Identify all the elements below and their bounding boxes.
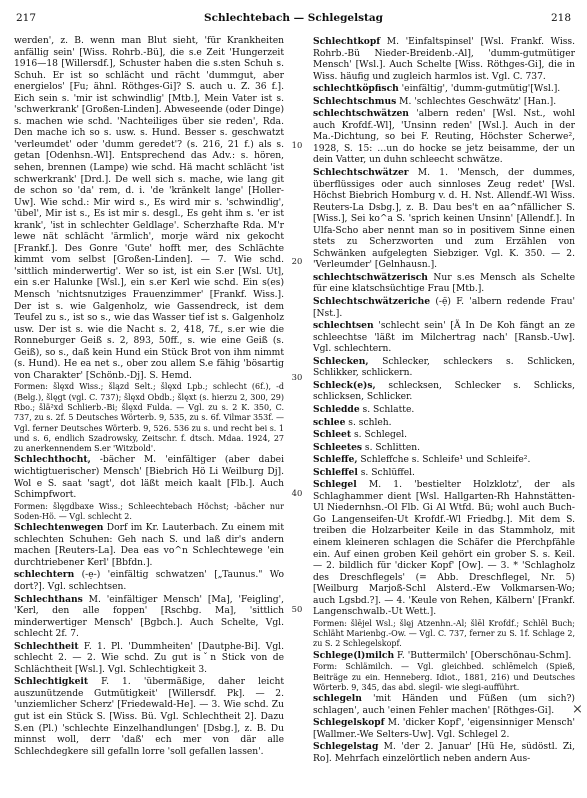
entry-definition: s. Schlitten. bbox=[362, 442, 421, 453]
dictionary-entry bbox=[14, 454, 284, 501]
entry-definition: F. 'Buttermilch' [Oberschönau-Schm]. bbox=[394, 650, 572, 661]
headword: Schleffel bbox=[313, 466, 358, 478]
headword: Schleffe, bbox=[313, 454, 358, 466]
entry-definition: M. 'einfältiger Mensch' [Ma], 'Feigling', 'Kerl, den alle foppen' [Rschbg. Ma], 'sittlich minderwertiger Mensch' [Bgbch.]. Auch Schelte, Vgl. schlecht 2f. 7. bbox=[14, 594, 284, 640]
dictionary-entry bbox=[313, 404, 575, 417]
headword: Schledde bbox=[313, 403, 360, 415]
headword: schlegeln bbox=[313, 693, 362, 705]
headword: schlechtschwätzerisch bbox=[313, 271, 428, 283]
headword: Schlechtkopf bbox=[313, 36, 381, 47]
dictionary-entry bbox=[313, 108, 575, 167]
headword: Schlechtschwätzeriche bbox=[313, 296, 431, 308]
entry-definition: 'albern reden' [Wsl. Nst., wohl auch Krofdf.-Wl], 'Unsinn reden' [Wsl.]. Auch in der Ma.-Dichtung, so bei F. Reuting, Höchster Scherwe², 1928, S. 15: …un do hocke se jetz beisamme, der un dein Vatter, un duhn schleecht schwätze. bbox=[313, 109, 575, 166]
entry-definition: M. 'Einfaltspinsel' [Wsl. Frankf. Wiss. Rohrb.-Bü Nieder-Breidenb.-Al], 'dumm-gutmütiger Mensch' [Wsl.]. Auch Schelte [Wiss. Röthges-Gi], die in Wiss. häufig und zugleich harmlos ist. Vgl. C. 737. bbox=[313, 37, 575, 82]
dictionary-entry bbox=[313, 96, 575, 109]
dictionary-entry bbox=[14, 676, 284, 758]
headword: Schlechtheit bbox=[14, 640, 79, 652]
entry-definition: M. 1. 'Mensch, der dummes, überflüssiges oder auch sinnloses Zeug redet' [Wsl. Höchst Biebrich Homburg v. d. H. Nst. Allendf.-Wl Wiss. Reuters-La Dsbg.], z. B. Dau bes't en aa^nfällicher S. [Wiss.], Sei ko^a S. 'sprich keinen Unsinn' [Allendf.]. In Ulfa-Scho aber nennt man so in positivem Sinne einen stets zu Scherzworten und zum Erzählen von Schwänken aufgelegten Siebziger. Vgl. K. 350. — 2. 'Verleumder' [Gelnhausn.]. bbox=[313, 168, 575, 271]
headword: Schleck(e)s, bbox=[313, 379, 376, 391]
entry-definition: schlecksen, Schlecker s. Schlicks, schlicksen, Schlicker. bbox=[313, 380, 575, 403]
headword: schlechtschwätzen bbox=[313, 108, 409, 120]
headword: schlee bbox=[313, 416, 346, 428]
dictionary-entry bbox=[14, 522, 284, 569]
entry-definition: F. 1. 'übermäßige, daher leicht auszunützende Gutmütigkeit' [Willersdf. Pk]. — 2. 'unziemlicher Scherz' [Friedewald-He]. — 3. Wie schd. Zu gut ist ein Stück S. [Wiss. Bü. Vgl. Schlechtheit 2]. Dazu S.en (Pl.) 'schlechte Einzelhandlungen' [Dsbg.], z. B. Du minnst woll, derr 'daß' ech mer von där alle Schlechdegkere sill gefalln lorre 'soll gefallen lassen'. bbox=[14, 677, 284, 757]
dictionary-entry bbox=[313, 717, 575, 741]
entry-definition: M. 1. 'bestielter Holzklotz', der als Schlaghammer dient [Wsl. Hallgarten-Rh Hahnstätten-Ul Niedernhsn.-Ol Flb. Gi Al Wtfd. Bü; wohl auch Buch-Go Langenseifen-Ut Krofdf.-Wl Friedbg.]. Mit dem S. treiben die Holzarbeiter Keile in das Stammholz, mit einem kleineren schlagen die Schäfer die Pferchpfähle ein. Auf einen groben Keil gehört ein grober S. s. Keil. — 2. bildlich für 'dicker Kopf' [Ow]. — 3. * 'Schlagholz des Dreschflegels' (= Abb. Dreschflegel, Nr. 5) [Weilburg Marjoß-Schl Alsterd.-Ew Volkmarsen-Wo; auch Lgsbd.?]. — 4. 'Keule von Rehen, Kälbern' [Frankf. Langenschwalb.-Ut Wett.]. bbox=[313, 480, 575, 618]
forms-note: Formen: šlęgdbaxe Wiss.; Schleechtebach Höchst; -bächer nur Soden-Hö. — Vgl. schlecht 2. bbox=[14, 501, 284, 521]
dictionary-entry bbox=[313, 380, 575, 404]
entry-definition: s. schleh. bbox=[345, 417, 392, 428]
entry-definition: Dorf im Kr. Lauterbach. Zu einem mit schlechten Schuhen: Geh nach S. und laß dir's andern machen [Reuters-La]. Dea eas vo^n Schlechtewege 'ein durchtriebener Kerl' [Bbfdn.]. bbox=[14, 523, 284, 568]
entry-definition: -bächer M. 'einfältiger (aber dabei wichtigtuerischer) Mensch' [Biebrich Hö Li Weilburg Dj]. Wol e S. saat 'sagt', dot läßt meich kaalt [Flb.]. Auch Schimpfwort. bbox=[14, 455, 284, 501]
entry-definition: Schlecker, schleckers s. Schlicken, Schlikker, schlickern. bbox=[313, 356, 575, 379]
entry-definition: M. 'dicker Kopf', 'eigensinniger Mensch' [Wallmer.-We Selters-Uw]. Vgl. Schlegel 2. bbox=[313, 718, 575, 740]
headword: Schlechtschmus bbox=[313, 95, 397, 107]
dictionary-entry bbox=[14, 594, 284, 641]
page-header bbox=[14, 12, 573, 28]
forms-note: Formen: šlęxd Wiss.; šlązd Selt.; šlęxd Lpb.; schlecht (6f.), -d (Belg.), šlęgt (vgl. C. 737); šlęxd Obdb.; šlęxt (s. hierzu 2, 300, 29) Rbo.; šlä²xd Schlierb.-Bi; šlęxd Fulda. — Vgl. zu s. 2 K. 350, C. 737, zu s. 2f. 5 Deutsches Wörterb. 9, 535, zu s. 6f. Vilmar 353f. — Vgl. ferner Deutsches Wörterb. 9, 526. 536 zu s. und recht bei s. 1 und s. 6, endlich Szadrowsky, Zeitschr. f. dtsch. Mdaa. 1924, 27 zu anerkennendem S.er 'Witzbold'. bbox=[14, 382, 284, 454]
entry-definition: 'mit Händen und Füßen (um sich?) schlagen', auch 'einen Fehler machen' [Röthges-Gi]. bbox=[313, 694, 575, 716]
dictionary-entry bbox=[313, 417, 575, 430]
headword: Schlechtigkeit bbox=[14, 676, 89, 688]
line-number: 30 bbox=[291, 372, 303, 382]
entry-definition: 'schlecht sein' [Ä In De Koh fängt an ze schleechtse 'läßt im Milchertrag nach' [Ransb.-Uw]. Vgl. schlechtern. bbox=[313, 321, 575, 355]
headword: Schlechtenwegen bbox=[14, 522, 104, 534]
entry-definition: M. 'schlechtes Geschwätz' [Han.]. bbox=[396, 96, 557, 107]
headword: Schlegelstag bbox=[313, 741, 379, 753]
left-column bbox=[14, 36, 284, 758]
headword: Schlegel bbox=[313, 479, 357, 491]
dictionary-entry bbox=[14, 641, 284, 677]
entry-definition: (-ẹ̈) F. 'albern redende Frau' [Nst.]. bbox=[313, 297, 575, 319]
dictionary-entry bbox=[313, 272, 575, 296]
entry-definition: s. Schlatte. bbox=[359, 404, 415, 415]
dictionary-entry bbox=[313, 320, 575, 356]
headword: schlechtsen bbox=[313, 320, 374, 332]
dictionary-entry bbox=[14, 569, 284, 593]
entry-definition: (-ẹ-) 'einfältig schwatzen' [„Taunus." Wo dort?]. Vgl. schlechtsen. bbox=[14, 570, 284, 592]
headword: Schlechthocht, bbox=[14, 454, 91, 466]
headword: Schlegelskopf bbox=[313, 717, 385, 729]
line-number: 50 bbox=[291, 604, 303, 614]
dictionary-entry bbox=[313, 36, 575, 83]
page-number-left: 217 bbox=[16, 12, 37, 24]
dictionary-entry bbox=[313, 741, 575, 765]
headword: Schlecken, bbox=[313, 355, 369, 367]
headword: Schleet bbox=[313, 429, 352, 441]
headword: Schlechthans bbox=[14, 593, 83, 605]
line-number: 40 bbox=[291, 488, 303, 498]
dictionary-entry bbox=[313, 356, 575, 380]
continued-entry: werden', z. B. wenn man Blut sieht, 'für Krankheiten anfällig sein' [Wiss. Rohrb.-Bü], die s.e Zeit 'Hungerzeit 1916—18 [Willersdf.], Schuster haben die s.sten Schuh s. Schuh. Er ist so schlächt und rächt 'dummgut, aber energielos' [Fu; ähnl. Röthges-Gi]? S. auch u. Z. 36 f.]. Eich sein s. 'mir ist schwindlig' [Mtb.], Mein Vater ist s. 'schwerkrank' [Großen-Linden]. Abweseende (oder Dinge) s. machen wie schd. 'Nachteiliges über sie reden', Rda. Den mache ich so s. usw. s. Hund. Besser s. geschwatzt 'verleumdet' oder 'dumm geredet'? (s. 216, 21 f.) als s. getan [Odenhsn.-Wl]. Entsprechend das Adv.: s. hören, sehen, brennen (Lampe) wie schd. Hä macht schlächt 'ist schwerkrank' [Drd.]. De well sich s. mache, wie lang git de schon so 'da' rem, d. i. 'de 'kränkelt lange' [Holler-Uw]. Wie schd.: Mir wird s., Es wird mir s. 'schwindlig', 'übel', Mir ist s., Es ist mir s. desgl., Es geht ihm s. 'er ist krank', 'ist in schlechter Geldlage'. Scherzhafte Rda. M'r lewe nät schlächt 'ärmlich', morje wärd nix gekocht [Frankf.]. Des Gonre 'Gute' hofft mer, des Schlächte kimmt vom selbst [Großen-Linden]. — 7. Wie schd. 'sittlich minderwertig'. Wer so ist, ist ein S.er [Wsl. Ut], ein s.er Halunke [Wsl.], ein s.er Kerl wie schd. Ein s(es) Mensch 'nichtsnutziges Frauenzimmer' [Frankf. Wiss.]. Der ist s. wie Galgenholz, wie Gassendreck, ist dem Teufel zu s., ist so s., wie das Wasser tief ist s. Galgenholz usw. Der ist s. wie die Nacht s. 2, 418, 7f., s.er wie die Ronneburger Geiß s. 2, 893, 50ff., s. wie eine Geiß (s. Geiß), so s., daß kein Hund ein Stück Brot von ihm nimmt (s. Hund). He ea net s., ober zou allem S.e fähig 'bösartig von Charakter' [Schönb.-Dj]. S. Hemd. bbox=[14, 36, 285, 381]
dictionary-entry bbox=[313, 442, 575, 455]
entry-definition: 'einfältig', 'dumm-gutmütig'[Wsl.]. bbox=[398, 84, 561, 95]
dictionary-entry bbox=[313, 479, 575, 619]
headword: Schleetes bbox=[313, 441, 363, 453]
line-number: 20 bbox=[291, 256, 303, 266]
right-column bbox=[313, 36, 575, 765]
headword: Schlege(l)milch bbox=[313, 649, 395, 661]
entry-definition: s. Schlegel. bbox=[351, 430, 408, 441]
forms-note: Form: Schlämilch. — Vgl. gleichbed. schlēmelch (Spieß, Beiträge zu ein. Henneberg. Idiot., 1881, 216) und Deutsches Wörterb. 9, 345, das abd. slegil- wie slegi-aufführt. bbox=[313, 662, 575, 692]
entry-definition: Nur s.es Mensch als Schelte für eine klatschsüchtige Frau [Mtb.]. bbox=[313, 272, 575, 295]
dictionary-entry bbox=[313, 467, 575, 480]
dictionary-entry bbox=[313, 296, 575, 320]
headword: Schlechtschwätzer bbox=[313, 167, 409, 179]
entry-definition: M. 'der 2. Januar' [Hü He, südöstl. Zi, Ro]. Mehrfach einzelörtlich neben andern Aus- bbox=[313, 742, 575, 764]
entry-definition: Schleffche s. Schleife¹ und Schleife². bbox=[357, 455, 531, 466]
forms-note: Formen: šlējel Wsl.; šlęj Atzenhn.-Al; šlēl Krofdf.; Schlēl Buch; Schläht Marienbg.-Ow. — Vgl. C. 737, ferner zu S. 1f. Schlage 2, zu S. 2 Schlegelskopf. bbox=[313, 618, 575, 649]
headword: schlechtern bbox=[14, 569, 75, 581]
dictionary-entry bbox=[313, 429, 575, 442]
dictionary-entry bbox=[313, 693, 575, 717]
dictionary-entry bbox=[313, 83, 575, 96]
entry-definition: F. 1. Pl. 'Dummheiten' [Dautphe-Bi]. Vgl. schlecht 2. — 2. Wie schd. Zu gut isˇn Stick von de Schlächtheit [Wsl.]. Vgl. Schlechtigkeit 3. bbox=[14, 641, 284, 675]
running-title: Schlechtebach — Schlegelstag bbox=[203, 12, 384, 24]
line-number: 10 bbox=[291, 140, 303, 150]
headword: schlechtköpfisch bbox=[313, 83, 399, 95]
margin-mark: × bbox=[572, 702, 583, 717]
dictionary-entry bbox=[313, 650, 575, 663]
dictionary-entry bbox=[313, 167, 575, 272]
page-number-right: 218 bbox=[550, 12, 571, 24]
entry-definition: s. Schlüffel. bbox=[357, 467, 415, 478]
dictionary-entry bbox=[313, 454, 575, 467]
